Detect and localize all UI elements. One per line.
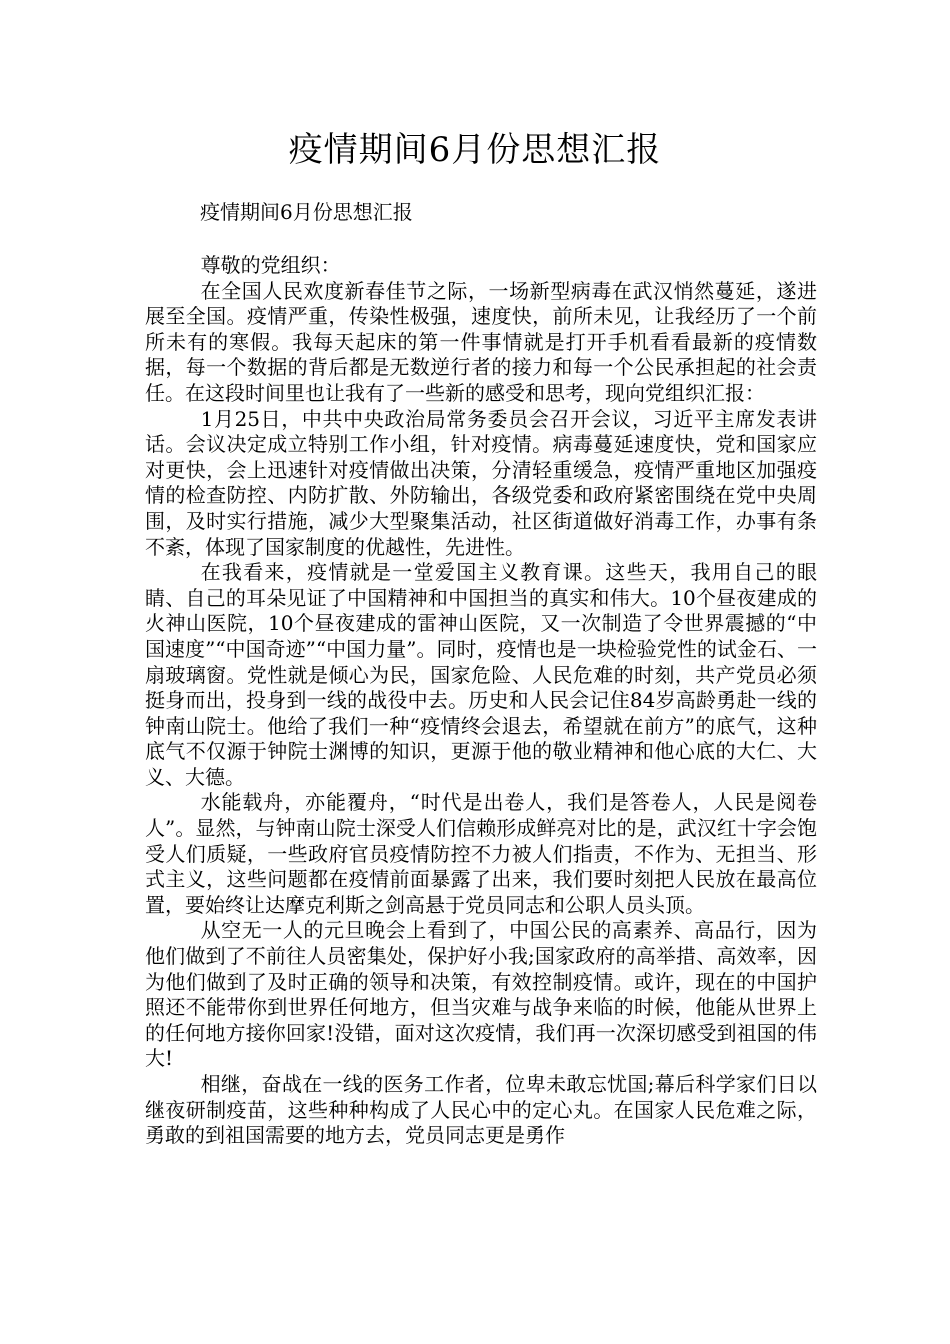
document-title: 疫情期间6月份思想汇报 [288, 130, 662, 170]
document-subtitle: 疫情期间6月份思想汇报 [200, 200, 413, 224]
paragraph: 水能载舟，亦能覆舟，“时代是出卷人，我们是答卷人，人民是阅卷人”。显然，与钟南山院士深受人们信赖形成鲜亮对比的是，武汉红十字会饱受人们质疑，一些政府官员疫情防控不力被人们指责，不作为、无担当、形式主义，这些问题都在疫情前面暴露了出来，我们要时刻把人民放在最高位置，要始终让达摩克利斯之剑高悬于党员同志和公职人员头顶。 [145, 790, 817, 917]
paragraph: 相继，奋战在一线的医务工作者，位卑未敢忘忧国;幕后科学家们日以继夜研制疫苗，这些种种构成了人民心中的定心丸。在国家人民危难之际，勇敢的到祖国需要的地方去，党员同志更是勇作 [145, 1072, 817, 1148]
paragraph: 1月25日，中共中央政治局常务委员会召开会议，习近平主席发表讲话。会议决定成立特别工作小组，针对疫情。病毒蔓延速度快，党和国家应对更快，会上迅速针对疫情做出决策，分清轻重缓急，疫情严重地区加强疫情的检查防控、内防扩散、外防输出，各级党委和政府紧密围绕在党中央周围，及时实行措施，减少大型聚集活动，社区街道做好消毒工作，办事有条不紊，体现了国家制度的优越性，先进性。 [145, 406, 817, 559]
paragraph: 在全国人民欢度新春佳节之际，一场新型病毒在武汉悄然蔓延，遂进展至全国。疫情严重，传染性极强，速度快，前所未见，让我经历了一个前所未有的寒假。我每天起床的第一件事情就是打开手机看看最新的疫情数据，每一个数据的背后都是无数逆行者的接力和每一个公民承担起的社会责任。在这段时间里也让我有了一些新的感受和思考，现向党组织汇报： [145, 278, 817, 405]
paragraph: 在我看来，疫情就是一堂爱国主义教育课。这些天，我用自己的眼睛、自己的耳朵见证了中国精神和中国担当的真实和伟大。10个昼夜建成的火神山医院，10个昼夜建成的雷神山医院，又一次制造了令世界震撼的“中国速度”“中国奇迹”“中国力量”。同时，疫情也是一块检验党性的试金石、一扇玻璃窗。党性就是倾心为民，国家危险、人民危难的时刻，共产党员必须挺身而出，投身到一线的战役中去。历史和人民会记住84岁高龄勇赴一线的钟南山院士。他给了我们一种“疫情终会退去，希望就在前方”的底气，这种底气不仅源于钟院士渊博的知识，更源于他的敬业精神和他心底的大仁、大义、大德。 [145, 560, 817, 789]
document-body [145, 253, 817, 1149]
greeting: 尊敬的党组织： [200, 253, 341, 277]
paragraph: 从空无一人的元旦晚会上看到了，中国公民的高素养、高品行，因为他们做到了不前往人员密集处，保护好小我;国家政府的高举措、高效率，因为他们做到了及时正确的领导和决策，有效控制疫情。或许，现在的中国护照还不能带你到世界任何地方，但当灾难与战争来临的时候，他能从世界上的任何地方接你回家!没错，面对这次疫情，我们再一次深切感受到祖国的伟大! [145, 918, 817, 1071]
